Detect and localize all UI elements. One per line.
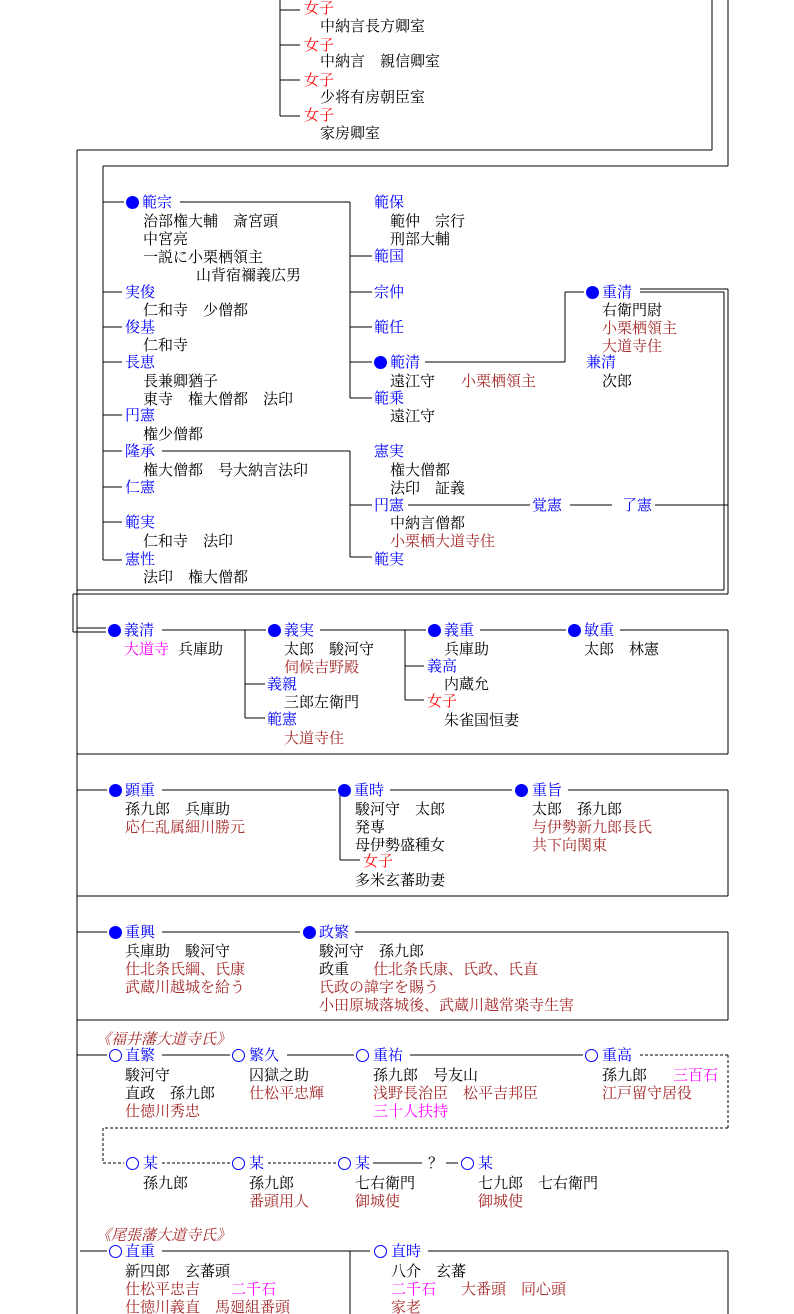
person-note: 新四郎 玄蕃頭 <box>125 1262 231 1280</box>
person-note: 発専 <box>355 818 386 836</box>
person-note: 刑部大輔 <box>390 230 451 248</box>
person-note: 小栗栖領主 <box>461 372 537 390</box>
person-note: 治部権大輔 斎宮頭 <box>143 212 279 230</box>
person-kanekiyo: 兼清 <box>586 353 617 371</box>
daughter-1-note: 中納言長方卿室 <box>320 17 426 35</box>
person-note: 孫九郎 兵庫助 <box>125 800 231 818</box>
person-note: 小栗栖領主 <box>602 319 678 337</box>
person-shigetaka: 重高 <box>602 1046 633 1064</box>
person-kensho: 憲性 <box>125 550 156 568</box>
person-ninken: 仁憲 <box>125 478 156 496</box>
person-note: 家老 <box>391 1298 422 1314</box>
person-norizane: 範実 <box>125 513 156 531</box>
person-note: 仕北条氏綱、氏康 <box>125 960 246 978</box>
person-norikuni: 範国 <box>374 247 405 265</box>
person-naoshige-owari: 直重 <box>125 1242 156 1260</box>
person-note: 次郎 <box>602 372 633 390</box>
person-yoshishige: 義重 <box>444 621 475 639</box>
person-note: 武蔵川越城を給う <box>125 978 246 996</box>
person-note: 駿河守 太郎 <box>355 800 446 818</box>
person-note: 仁和寺 <box>143 336 189 354</box>
person-bo-1: 某 <box>143 1154 159 1172</box>
person-masashige: 政繁 <box>319 923 350 941</box>
person-shigehiro: 重祐 <box>373 1046 404 1064</box>
person-munenaka: 宗仲 <box>374 283 405 301</box>
person-note: 仕北条氏康、氏政、氏直 <box>373 960 539 978</box>
person-note: 一説に小栗栖領主 <box>143 248 264 266</box>
person-note: 朱雀国恒妻 <box>444 711 520 729</box>
person-note: 孫九郎 <box>602 1066 648 1084</box>
person-marker <box>109 1049 122 1062</box>
person-marker <box>126 1157 139 1170</box>
person-shigeoki: 重興 <box>125 923 156 941</box>
person-note: 多米玄蕃助妻 <box>355 871 446 889</box>
uncertain-link-mark: ？ <box>428 1154 444 1172</box>
heir-marker <box>568 624 581 637</box>
person-noritou: 範任 <box>374 318 405 336</box>
person-note: 兵庫助 駿河守 <box>125 942 231 960</box>
person-note: 政重 <box>319 960 350 978</box>
person-enken2: 円憲 <box>374 496 405 514</box>
person-note: 法印 証義 <box>390 479 466 497</box>
person-bo-4: 某 <box>478 1154 494 1172</box>
person-toshishige: 敏重 <box>584 621 615 639</box>
person-choe: 長恵 <box>125 353 156 371</box>
person-norimune: 範宗 <box>142 193 173 211</box>
person-note: 長兼卿猶子 <box>143 372 219 390</box>
person-shunki: 俊基 <box>125 318 156 336</box>
person-note: 太郎 林憲 <box>584 640 660 658</box>
person-note: 囚獄之助 <box>249 1066 310 1084</box>
person-note: 仕松平忠輝 <box>249 1084 325 1102</box>
person-note: 仕徳川義直 馬廻組番頭 <box>125 1298 291 1314</box>
person-note: 遠江守 <box>390 372 436 390</box>
person-note: 遠江守 <box>390 407 436 425</box>
person-note: 権少僧都 <box>143 425 204 443</box>
person-akishige: 顕重 <box>125 781 156 799</box>
heir-marker <box>586 286 599 299</box>
person-note: 伺候吉野殿 <box>284 658 360 676</box>
person-note: 太郎 駿河守 <box>284 640 375 658</box>
person-note: 権大僧都 号大納言法印 <box>143 461 309 479</box>
person-note: 大道寺住 <box>602 337 663 355</box>
heir-marker <box>109 784 122 797</box>
person-marker <box>109 1245 122 1258</box>
person-shigetoki: 重時 <box>354 781 385 799</box>
heir-marker <box>515 784 528 797</box>
person-note: 大道寺住 <box>284 729 345 747</box>
person-note: 権大僧都 <box>390 461 451 479</box>
person-note: 御城使 <box>478 1192 524 1210</box>
person-norikiyo: 範清 <box>390 353 421 371</box>
person-note: 浅野長治臣 松平吉邦臣 <box>373 1084 539 1102</box>
person-note: 駿河守 孫九郎 <box>319 942 425 960</box>
person-note: 駿河守 <box>125 1066 171 1084</box>
person-enken: 円憲 <box>125 406 156 424</box>
person-note: 七右衛門 <box>355 1174 416 1192</box>
person-note: 兵庫助 <box>444 640 490 658</box>
person-note: 八介 玄蕃 <box>391 1262 467 1280</box>
person-note: 孫九郎 <box>249 1174 295 1192</box>
person-note: 仁和寺 法印 <box>143 532 234 550</box>
person-marker <box>374 1245 387 1258</box>
person-ryusho: 隆承 <box>125 442 156 460</box>
person-note: 江戸留守居役 <box>602 1084 693 1102</box>
daughter-1: 女子 <box>304 0 335 17</box>
person-note: 法印 権大僧都 <box>143 568 249 586</box>
person-shigekiyo: 重清 <box>602 283 633 301</box>
daughter-3: 女子 <box>304 71 335 89</box>
person-yoshizane: 義実 <box>284 621 315 639</box>
person-note: 仁和寺 少僧都 <box>143 301 249 319</box>
person-naoshige: 直繁 <box>125 1046 156 1064</box>
person-marker <box>461 1157 474 1170</box>
person-note: 与伊勢新九郎長氏 <box>532 818 653 836</box>
person-note: 兵庫助 <box>178 640 224 658</box>
heir-marker <box>109 926 122 939</box>
person-note: 三十人扶持 <box>373 1102 449 1120</box>
person-note: 大番頭 同心頭 <box>461 1280 567 1298</box>
person-note: 中納言僧都 <box>390 514 466 532</box>
person-yoshichika: 義親 <box>267 675 298 693</box>
person-note: 共下向関東 <box>532 836 608 854</box>
person-bo-3: 某 <box>355 1154 371 1172</box>
owari-heading: 《尾張藩大道寺氏》 <box>96 1226 232 1244</box>
person-note: 内蔵允 <box>444 675 490 693</box>
person-note: 東寺 権大僧都 法印 <box>143 390 294 408</box>
person-marker <box>585 1049 598 1062</box>
person-note: 七九郎 七右衛門 <box>478 1174 599 1192</box>
person-note: 太郎 孫九郎 <box>532 800 623 818</box>
person-note: 小田原城落城後、武蔵川越常楽寺生害 <box>319 996 575 1014</box>
person-bo-2: 某 <box>249 1154 265 1172</box>
heir-marker <box>268 624 281 637</box>
person-marker <box>356 1049 369 1062</box>
person-note: 大道寺 <box>124 640 170 658</box>
person-yoshitaka: 義高 <box>427 657 458 675</box>
person-shigehisa: 繁久 <box>249 1046 280 1064</box>
person-daughter: 女子 <box>363 852 394 870</box>
heir-marker <box>303 926 316 939</box>
person-marker <box>232 1157 245 1170</box>
heir-marker <box>126 196 139 209</box>
person-note: 二千石 <box>391 1280 437 1298</box>
person-marker <box>338 1157 351 1170</box>
person-kenjitsu: 憲実 <box>374 442 405 460</box>
person-note: 直政 孫九郎 <box>125 1084 216 1102</box>
person-note: 母伊勢盛種女 <box>355 836 446 854</box>
person-yoshikiyo: 義清 <box>124 621 155 639</box>
person-note: 右衛門尉 <box>602 301 663 319</box>
person-daughter: 女子 <box>427 692 458 710</box>
fukui-heading: 《福井藩大道寺氏》 <box>96 1030 232 1048</box>
daughter-2: 女子 <box>304 36 335 54</box>
heir-marker <box>374 356 387 369</box>
person-note: 番頭用人 <box>249 1192 310 1210</box>
person-note: 孫九郎 号友山 <box>373 1066 479 1084</box>
person-noriken: 範憲 <box>267 710 298 728</box>
person-note: 三郎左衛門 <box>284 693 360 711</box>
person-jitsushun: 実俊 <box>125 283 156 301</box>
person-ryoken: 了憲 <box>622 496 653 514</box>
person-norinori: 範乗 <box>374 389 405 407</box>
heir-marker <box>428 624 441 637</box>
person-note: 御城使 <box>355 1192 401 1210</box>
heir-marker <box>108 624 121 637</box>
person-norizane2: 範実 <box>374 550 405 568</box>
daughter-4-note: 家房卿室 <box>320 124 381 142</box>
person-note: 三百石 <box>673 1066 719 1084</box>
person-note: 氏政の諱字を賜う <box>319 978 440 996</box>
person-note: 孫九郎 <box>143 1174 189 1192</box>
person-note: 山背宿禰義広男 <box>196 266 302 284</box>
daughter-4: 女子 <box>304 106 335 124</box>
daughter-2-note: 中納言 親信卿室 <box>320 52 441 70</box>
person-note: 仕徳川秀忠 <box>125 1102 201 1120</box>
person-marker <box>232 1049 245 1062</box>
person-note: 応仁乱属細川勝元 <box>125 818 246 836</box>
person-naotoki: 直時 <box>391 1242 422 1260</box>
heir-marker <box>338 784 351 797</box>
person-note: 小栗栖大道寺住 <box>390 532 496 550</box>
person-note: 中宮亮 <box>143 230 189 248</box>
person-note: 仕松平忠吉 <box>125 1280 201 1298</box>
person-noriyasu: 範保 <box>374 193 405 211</box>
person-note: 範仲 宗行 <box>390 212 466 230</box>
person-shigemune: 重旨 <box>532 781 563 799</box>
daughter-3-note: 少将有房朝臣室 <box>320 88 426 106</box>
person-kakuken: 覚憲 <box>532 496 563 514</box>
person-note: 二千石 <box>231 1280 277 1298</box>
